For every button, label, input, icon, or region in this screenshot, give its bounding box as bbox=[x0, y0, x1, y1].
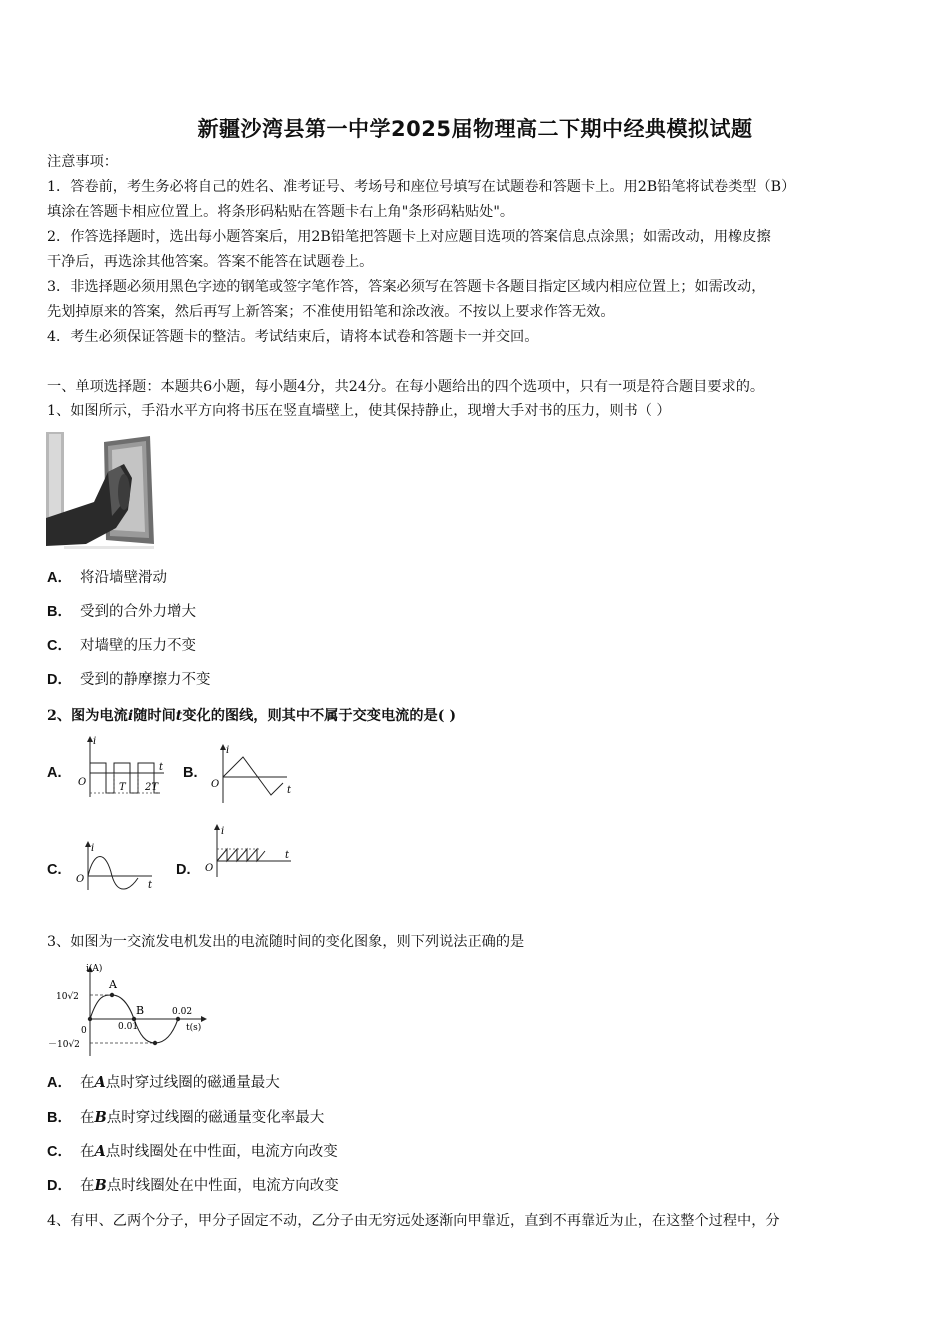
question-2-stem: 2、图为电流i随时间t变化的图线，则其中不属于交变电流的是( ) bbox=[47, 708, 457, 724]
notice-heading: 注意事项： bbox=[47, 154, 118, 170]
t-axis-label: t bbox=[148, 880, 153, 891]
t-axis-label: t bbox=[285, 850, 290, 861]
q1-option[interactable]: B． 受到的合外力增大 bbox=[47, 604, 196, 620]
graph-point-trough bbox=[153, 1041, 157, 1045]
graph-point-a bbox=[110, 993, 114, 997]
notice-line: 填涂在答题卡相应位置上。将条形码粘贴在答题卡右上角"条形码粘贴处"。 bbox=[47, 204, 515, 220]
notice-line: 干净后，再选涂其他答案。答案不能答在试题卷上。 bbox=[47, 254, 374, 270]
origin-label: 0 bbox=[81, 1026, 87, 1036]
origin-label: O bbox=[205, 863, 214, 874]
i-axis-label: i bbox=[221, 826, 225, 837]
tick-label: 0.01 bbox=[118, 1022, 139, 1032]
origin-label: O bbox=[211, 779, 220, 790]
notice-line: 1．答卷前，考生务必将自己的姓名、准考证号、考场号和座位号填写在试题卷和答题卡上。用2B铅笔将试卷类型（B） bbox=[47, 179, 796, 195]
notice-line: 3．非选择题必须用黑色字迹的钢笔或签字笔作答，答案必须写在答题卡各题目指定区域内相应位置上；如需改动， bbox=[47, 279, 766, 295]
notice-line: 先划掉原来的答案，然后再写上新答案；不准使用铅笔和涂改液。不按以上要求作答无效。 bbox=[47, 304, 615, 320]
sawtooth-wave-graph[interactable] bbox=[201, 823, 297, 879]
t-axis-label: t bbox=[159, 762, 164, 773]
square-wave-graph[interactable] bbox=[72, 735, 172, 801]
point-a-label: A bbox=[109, 978, 117, 991]
y-min-label: －10√2 bbox=[48, 1040, 80, 1050]
i-axis-label: i bbox=[226, 745, 230, 756]
notice-line: 2．作答选择题时，选出每小题答案后，用2B铅笔把答题卡上对应题目选项的答案信息点涂黑；如需改动，用橡皮擦 bbox=[47, 229, 771, 245]
q2-option-c-label[interactable]: C. bbox=[47, 862, 62, 878]
section-heading: 一、单项选择题：本题共6小题，每小题4分，共24分。在每小题给出的四个选项中，只有一项是符合题目要求的。 bbox=[47, 379, 765, 395]
q1-option[interactable]: A． 将沿墙壁滑动 bbox=[47, 570, 167, 586]
q1-option[interactable]: C． 对墙壁的压力不变 bbox=[47, 638, 196, 654]
q3-option[interactable]: B． 在B点时穿过线圈的磁通量变化率最大 bbox=[47, 1109, 325, 1126]
q2-option-a-label[interactable]: A. bbox=[47, 765, 62, 781]
x-axis-label: t(s) bbox=[186, 1023, 202, 1033]
notice-line: 4．考生必须保证答题卡的整洁。考试结束后，请将本试卷和答题卡一并交回。 bbox=[47, 329, 539, 345]
i-axis-label: i bbox=[93, 736, 97, 747]
hand-pressing-book-photo bbox=[46, 432, 158, 550]
q2-option-d-label[interactable]: D. bbox=[176, 862, 191, 878]
triangle-wave-graph[interactable] bbox=[207, 743, 299, 805]
origin-label: O bbox=[76, 874, 85, 885]
graph-point-end bbox=[176, 1017, 180, 1021]
graph-point-b bbox=[132, 1017, 136, 1021]
page-title: 新疆沙湾县第一中学2025届物理高二下期中经典模拟试题 bbox=[197, 117, 753, 141]
double-period-label: 2T bbox=[145, 782, 159, 793]
y-max-label: 10√2 bbox=[56, 992, 79, 1002]
i-axis-label: i bbox=[91, 843, 95, 854]
q1-option[interactable]: D． 受到的静摩擦力不变 bbox=[47, 672, 211, 688]
point-b-label: B bbox=[136, 1004, 145, 1017]
question-4-stem: 4、有甲、乙两个分子，甲分子固定不动，乙分子由无穷远处逐渐向甲靠近，直到不再靠近为止，在这整个过程中，分 bbox=[47, 1213, 780, 1229]
q3-option[interactable]: C． 在A点时线圈处在中性面，电流方向改变 bbox=[47, 1143, 338, 1160]
period-label: T bbox=[119, 782, 126, 793]
q2-option-b-label[interactable]: B. bbox=[183, 765, 198, 781]
tick-label: 0.02 bbox=[172, 1007, 193, 1017]
question-1-stem: 1、如图所示，手沿水平方向将书压在竖直墙壁上，使其保持静止，现增大手对书的压力，则书（ ） bbox=[47, 403, 671, 419]
y-axis-label: i(A) bbox=[86, 964, 103, 974]
ac-current-graph bbox=[48, 962, 208, 1058]
t-axis-label: t bbox=[287, 785, 292, 796]
question-3-stem: 3、如图为一交流发电机发出的电流随时间的变化图象，则下列说法正确的是 bbox=[47, 934, 525, 950]
q3-option[interactable]: A． 在A点时穿过线圈的磁通量最大 bbox=[47, 1074, 280, 1091]
graph-point-origin bbox=[88, 1017, 92, 1021]
q3-option[interactable]: D． 在B点时线圈处在中性面，电流方向改变 bbox=[47, 1177, 339, 1194]
sine-wave-graph[interactable] bbox=[72, 840, 162, 892]
origin-label: O bbox=[78, 777, 87, 788]
